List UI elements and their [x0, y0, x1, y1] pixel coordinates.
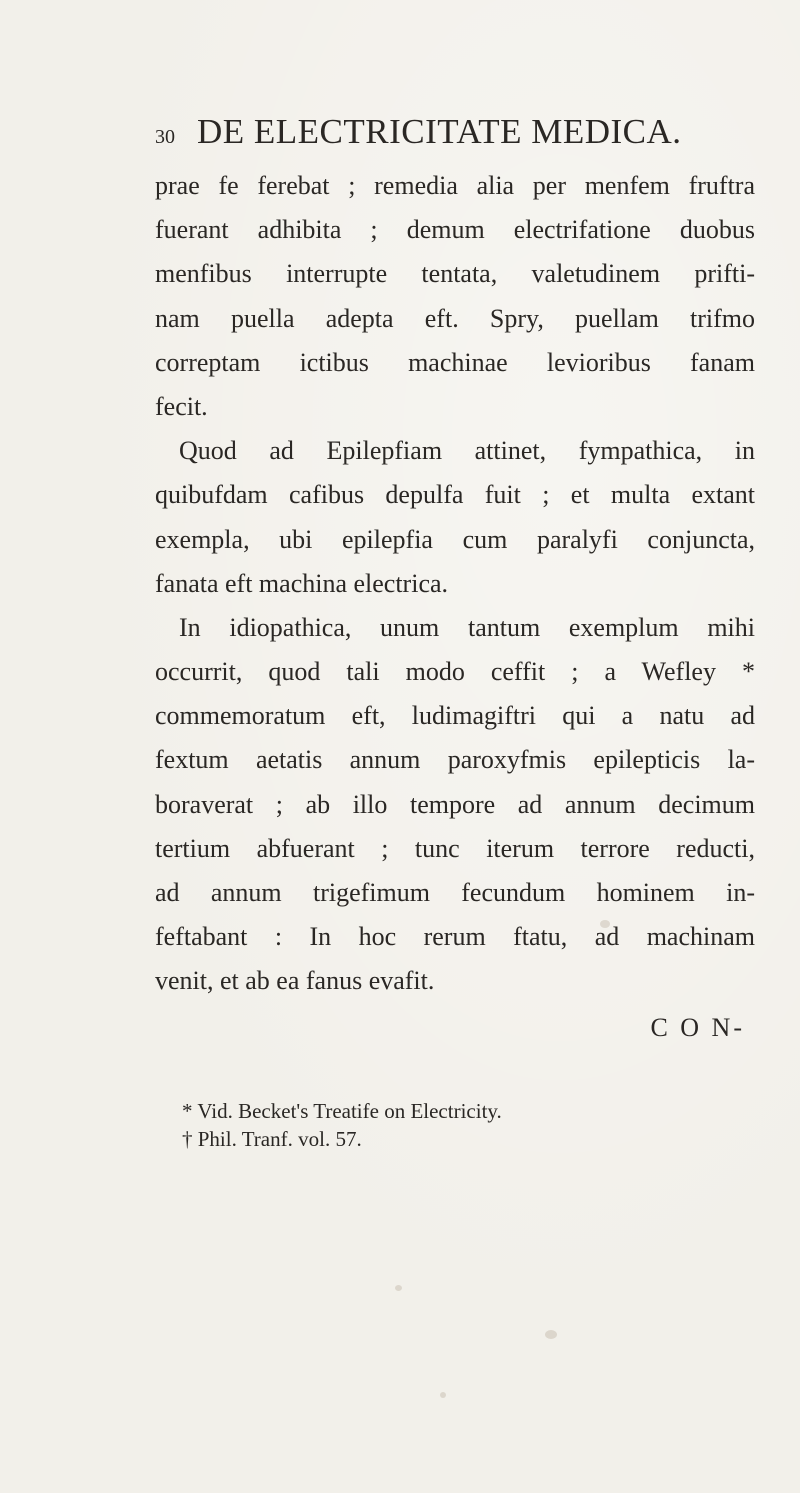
footnotes	[182, 1097, 742, 1153]
catchword-row	[155, 1013, 755, 1057]
text-line: fanata eft machina electrica.	[155, 568, 449, 598]
text-line: venit, et ab ea fanus evafit.	[155, 966, 435, 996]
paragraph-start-line: In idiopathica, unum tantum exemplum mihi	[179, 612, 755, 642]
foxing-spot	[440, 1392, 446, 1398]
text-line: feftabant : In hoc rerum ftatu, ad machinam	[155, 922, 755, 952]
footnote: † Phil. Tranf. vol. 57.	[182, 1127, 362, 1151]
running-head: DE ELECTRICITATE MEDICA.	[197, 112, 682, 151]
page-number: 30	[155, 126, 175, 148]
text-line: boraverat ; ab illo tempore ad annum decimum	[155, 789, 755, 819]
foxing-spot	[395, 1285, 402, 1291]
catchword: C O N-	[650, 1013, 745, 1042]
text-line: tertium abfuerant ; tunc iterum terrore reducti,	[155, 833, 755, 863]
text-line: commemoratum eft, ludimagiftri qui a natu ad	[155, 701, 755, 731]
text-line: exempla, ubi epilepfia cum paralyfi conjuncta,	[155, 524, 755, 554]
text-line: ad annum trigefimum fecundum hominem in-	[155, 878, 755, 907]
text-line: fuerant adhibita ; demum electrifatione duobus	[155, 215, 755, 245]
paragraph-start-line: Quod ad Epilepfiam attinet, fympathica, in	[179, 436, 755, 466]
text-line: fextum aetatis annum paroxyfmis epilepticis la-	[155, 745, 755, 775]
text-line: menfibus interrupte tentata, valetudinem prifti-	[155, 259, 755, 289]
text-line: prae fe ferebat ; remedia alia per menfem fruftra	[155, 171, 755, 200]
text-line: correptam ictibus machinae levioribus fanam	[155, 347, 755, 377]
text-line: occurrit, quod tali modo ceffit ; a Wefley *	[155, 657, 755, 687]
text-line: quibufdam cafibus depulfa fuit ; et multa extant	[155, 480, 755, 510]
text-line: nam puella adepta eft. Spry, puellam trifmo	[155, 303, 755, 333]
page-header	[155, 100, 745, 160]
foxing-spot	[545, 1330, 557, 1339]
body-text	[155, 164, 755, 1004]
text-line: fecit.	[155, 391, 208, 421]
footnote: * Vid. Becket's Treatife on Electricity.	[182, 1099, 502, 1123]
